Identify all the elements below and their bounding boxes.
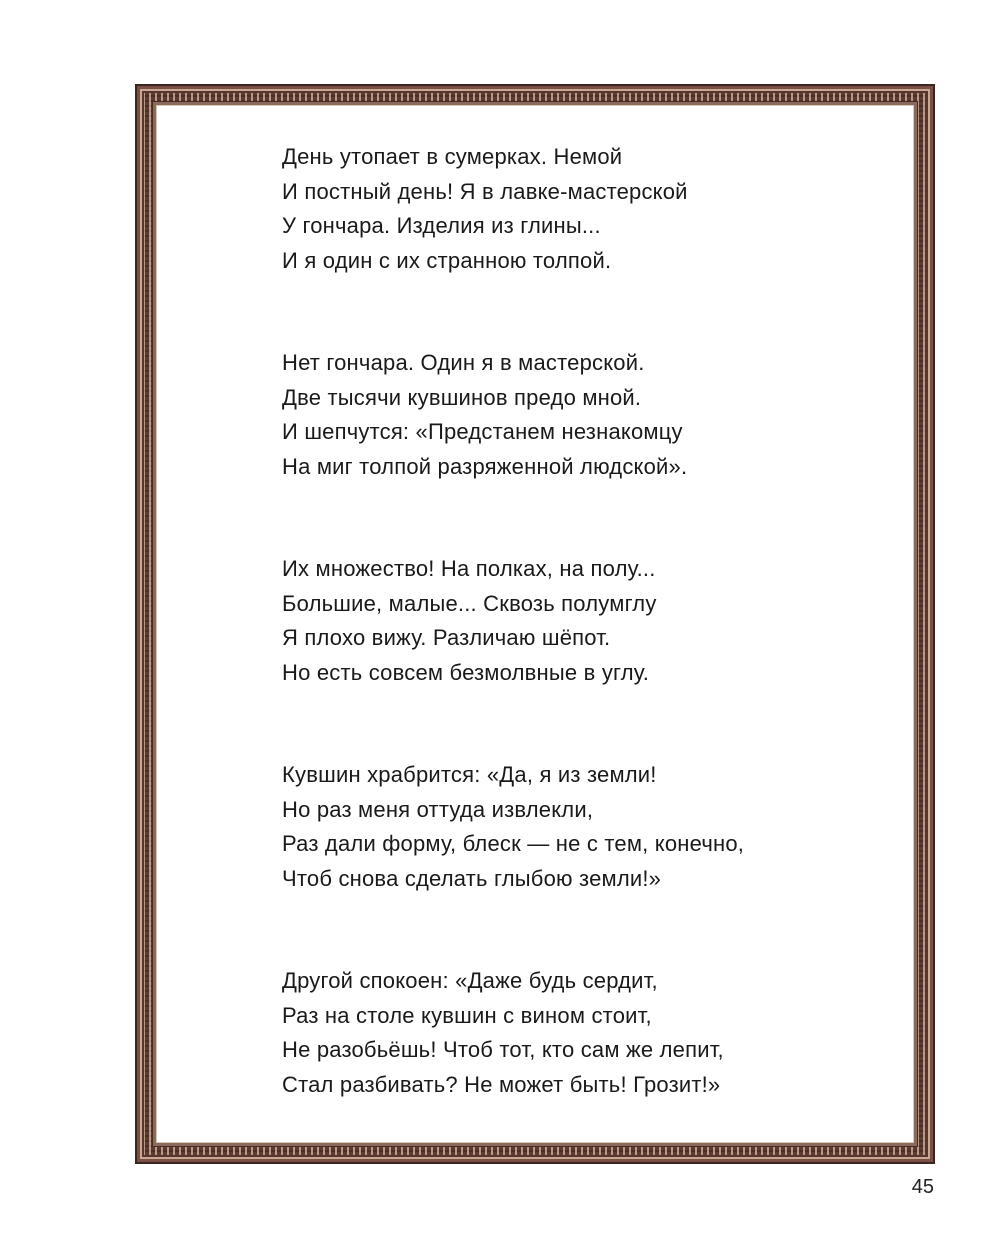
poem-line: Большие, малые... Сквозь полумглу — [282, 590, 657, 616]
page-number: 45 — [911, 1176, 934, 1198]
poem-line: День утопает в сумерках. Немой — [282, 144, 623, 169]
stanza — [282, 346, 882, 484]
poem-line: Две тысячи кувшинов предо мной. — [282, 384, 642, 410]
poem-line: И постный день! Я в лавке-мастерской — [282, 178, 688, 204]
poem-line: Но есть совсем безмолвные в углу. — [282, 659, 650, 685]
poem-line: Раз на столе кувшин с вином стоит, — [282, 1002, 652, 1028]
stanza — [282, 552, 882, 690]
poem-line: И я один с их странною толпой. — [282, 247, 612, 273]
poem — [282, 140, 882, 1170]
poem-line: Стал разбивать? Не может быть! Грозит!» — [282, 1071, 721, 1097]
poem-line: Кувшин храбрится: «Да, я из земли! — [282, 762, 657, 787]
poem-line: У гончара. Изделия из глины... — [282, 213, 601, 238]
poem-line: И шепчутся: «Предстанем незнакомцу — [282, 419, 683, 444]
poem-line: Я плохо вижу. Различаю шёпот. — [282, 625, 611, 650]
stanza — [282, 964, 882, 1102]
poem-line: На миг толпой разряженной людской». — [282, 453, 688, 479]
poem-line: Их множество! На полках, на полу... — [282, 556, 656, 581]
poem-line: Раз дали форму, блеск — не с тем, конечно, — [282, 831, 745, 856]
poem-line: Чтоб снова сделать глыбою земли!» — [282, 865, 662, 891]
poem-line: Не разобьёшь! Чтоб тот, кто сам же лепит, — [282, 1037, 724, 1062]
poem-line: Другой спокоен: «Даже будь сердит, — [282, 968, 658, 993]
poem-line: Нет гончара. Один я в мастерской. — [282, 350, 645, 375]
poem-line: Но раз меня оттуда извлекли, — [282, 796, 594, 822]
stanza — [282, 758, 882, 896]
stanza — [282, 140, 882, 278]
